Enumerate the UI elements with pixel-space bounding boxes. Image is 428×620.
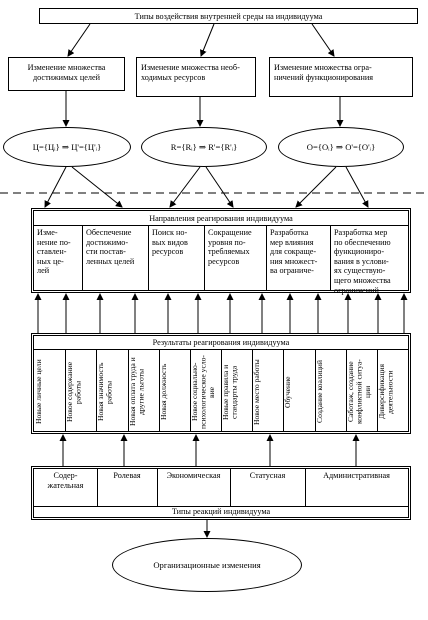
result-item: Новая значимость работы bbox=[96, 362, 114, 422]
resources-formula-ellipse bbox=[141, 127, 267, 167]
result-item: Новые правила и стандарты труда bbox=[221, 364, 239, 420]
change-resources-box bbox=[136, 57, 256, 97]
reaction-types-row bbox=[34, 469, 408, 507]
result-item: Диверсификация деятельности bbox=[376, 364, 395, 420]
directions-columns bbox=[34, 225, 408, 295]
reaction-types-block bbox=[31, 466, 411, 520]
constraints-formula-ellipse bbox=[278, 127, 404, 167]
direction-item: Разработка мер по обеспечению функциониро- вания в услови- ях существую- щего множества ограничений bbox=[334, 228, 391, 295]
reaction-types-caption: Типы реакций индивидуума bbox=[171, 507, 271, 516]
result-item: Новая должность bbox=[158, 363, 168, 421]
org-changes-label: Организационные изменения bbox=[153, 560, 261, 570]
goals-formula: Ц={Цᵢ} ⇒ Ц'={Ц'ᵢ} bbox=[32, 141, 102, 152]
result-item: Новое социально- психологическое усло- вие bbox=[189, 355, 216, 429]
result-item: Новые личные цели bbox=[34, 359, 43, 425]
change-goals-text: Изменение множества достижимых целей bbox=[27, 63, 106, 82]
direction-item: Разработка мер влияния для сокраще- ния множест- ва ограниче- bbox=[270, 228, 318, 276]
results-columns bbox=[34, 349, 408, 431]
change-constraints-box bbox=[269, 57, 413, 97]
reaction-type: Содер- жательная bbox=[47, 471, 84, 490]
direction-item: Сокращение уровня по- требляемых ресурсов bbox=[208, 228, 252, 266]
direction-item: Поиск но- вых видов ресурсов bbox=[152, 228, 188, 257]
reaction-type: Экономическая bbox=[166, 471, 221, 480]
results-title: Результаты реагирования индивидуума bbox=[152, 338, 290, 347]
result-item: Создание коалиций bbox=[314, 360, 324, 424]
resources-formula: R={Rᵢ} ⇒ R'={R'ᵢ} bbox=[170, 141, 238, 152]
change-resources-text: Изменение множества необ- ходимых ресурсов bbox=[141, 63, 240, 82]
change-constraints-text: Изменение множества огра- ничений функционирования bbox=[274, 63, 373, 82]
result-item: Новое содержание работы bbox=[65, 361, 83, 423]
direction-item: Обеспечение достижимо- сти постав- ленных целей bbox=[86, 228, 135, 266]
top-title: Типы воздействия внутренней среды на индивидуума bbox=[134, 12, 323, 21]
results-block bbox=[31, 333, 411, 434]
reaction-type: Административная bbox=[323, 471, 390, 480]
result-item: Саботаж, создание конфликтной ситуа- ции bbox=[345, 359, 372, 425]
top-title-box bbox=[39, 8, 418, 24]
result-item: Обучение bbox=[283, 376, 293, 408]
reaction-type: Ролевая bbox=[113, 471, 141, 480]
result-item: Новая оплата труда и другие льготы bbox=[127, 357, 145, 427]
org-changes-ellipse bbox=[112, 538, 302, 592]
direction-item: Изме- нение по- ставлен- ных це- лей bbox=[37, 228, 71, 276]
constraints-formula: O={Oᵢ} ⇒ O'={O'ᵢ} bbox=[306, 141, 376, 152]
directions-block bbox=[31, 208, 411, 293]
reaction-type: Статусная bbox=[249, 471, 286, 480]
directions-title: Направления реагирования индивидуума bbox=[149, 214, 293, 223]
goals-formula-ellipse bbox=[3, 127, 131, 167]
result-item: Новое место работы bbox=[252, 359, 262, 425]
change-goals-box bbox=[8, 57, 125, 91]
